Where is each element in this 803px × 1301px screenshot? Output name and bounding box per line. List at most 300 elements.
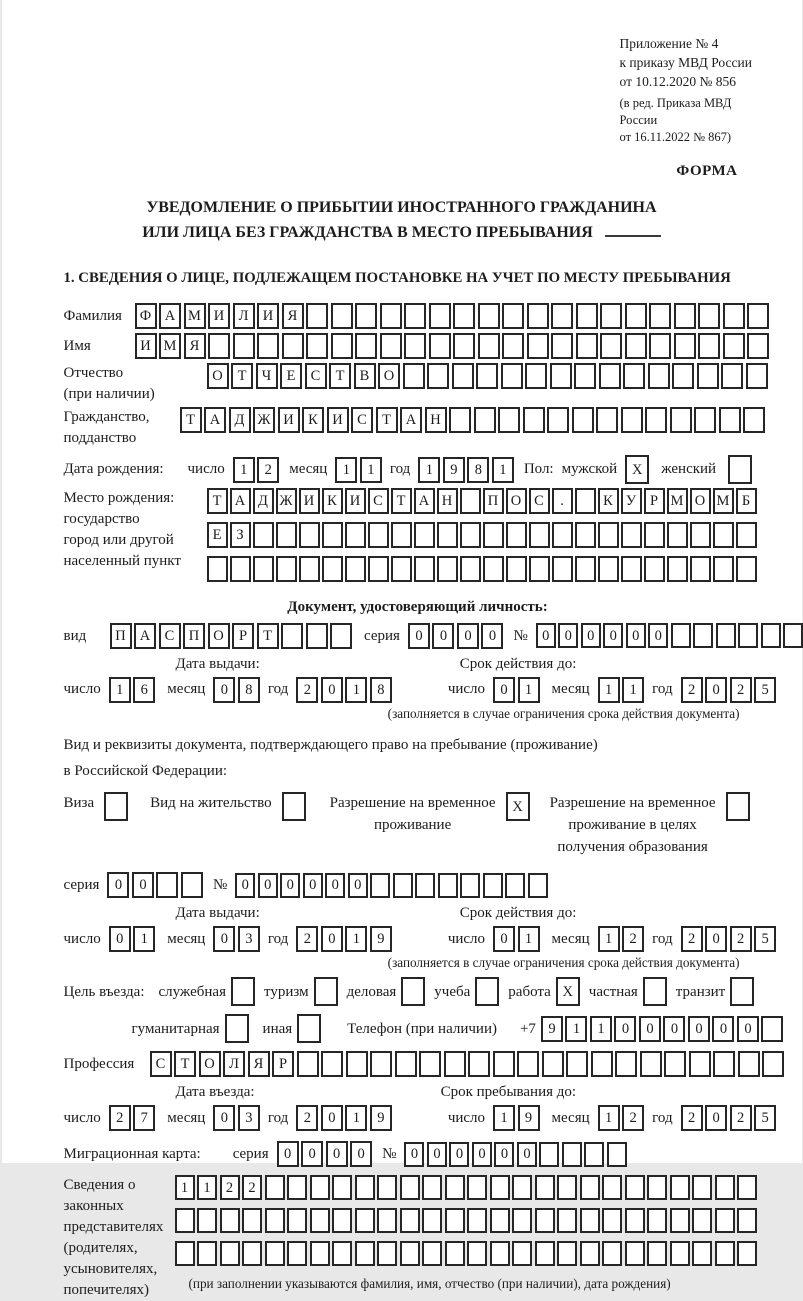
char-box-empty[interactable] xyxy=(670,1175,690,1200)
char-box-empty[interactable] xyxy=(649,333,671,359)
char-box-filled[interactable]: О xyxy=(199,1051,221,1077)
char-box-empty[interactable] xyxy=(736,556,757,582)
char-box-filled[interactable]: 1 xyxy=(565,1016,587,1042)
char-box-filled[interactable]: 9 xyxy=(518,1105,540,1131)
char-box-filled[interactable]: Ж xyxy=(253,407,275,433)
char-box-empty[interactable] xyxy=(429,303,451,329)
char-box-filled[interactable]: 2 xyxy=(296,1105,318,1131)
char-box-empty[interactable] xyxy=(692,1241,712,1266)
char-box-empty[interactable] xyxy=(621,556,642,582)
char-box-empty[interactable] xyxy=(330,623,352,649)
char-box-empty[interactable] xyxy=(314,977,338,1006)
char-box-filled[interactable]: О xyxy=(207,363,229,389)
char-box-empty[interactable] xyxy=(647,1208,667,1233)
char-box-empty[interactable] xyxy=(640,1051,662,1077)
char-box-empty[interactable] xyxy=(747,303,769,329)
char-box-filled[interactable]: 0 xyxy=(303,873,323,898)
char-box-filled[interactable]: 1 xyxy=(197,1175,217,1200)
char-box-empty[interactable] xyxy=(737,1241,757,1266)
char-box-empty[interactable] xyxy=(478,333,500,359)
char-box-empty[interactable] xyxy=(738,623,758,648)
char-box-empty[interactable] xyxy=(580,1175,600,1200)
char-box-filled[interactable]: 2 xyxy=(220,1175,240,1200)
char-box-filled[interactable]: Т xyxy=(391,488,412,514)
char-box-empty[interactable] xyxy=(574,363,596,389)
char-box-empty[interactable] xyxy=(474,407,496,433)
char-box-filled[interactable]: П xyxy=(183,623,205,649)
char-box-empty[interactable] xyxy=(156,872,178,898)
char-box-empty[interactable] xyxy=(493,1051,515,1077)
char-box-filled[interactable]: В xyxy=(354,363,376,389)
char-box-filled[interactable]: 5 xyxy=(754,1105,776,1131)
char-box-empty[interactable] xyxy=(525,363,547,389)
char-box-filled[interactable]: 8 xyxy=(467,457,489,483)
char-box-empty[interactable] xyxy=(391,522,412,548)
char-box-filled[interactable]: И xyxy=(327,407,349,433)
char-box-filled[interactable]: 0 xyxy=(712,1016,734,1042)
char-box-empty[interactable] xyxy=(355,333,377,359)
char-box-empty[interactable] xyxy=(644,556,665,582)
char-box-filled[interactable]: 9 xyxy=(370,926,392,952)
char-box-empty[interactable] xyxy=(644,522,665,548)
char-box-empty[interactable] xyxy=(670,1241,690,1266)
char-box-empty[interactable] xyxy=(670,407,692,433)
char-box-filled[interactable]: 0 xyxy=(321,926,343,952)
char-box-filled[interactable]: X xyxy=(506,792,530,821)
char-box-filled[interactable]: 0 xyxy=(404,1142,424,1167)
char-box-filled[interactable]: 2 xyxy=(622,1105,644,1131)
char-box-filled[interactable]: 2 xyxy=(296,677,318,703)
char-box-empty[interactable] xyxy=(693,623,713,648)
char-box-empty[interactable] xyxy=(572,407,594,433)
char-box-filled[interactable]: 1 xyxy=(335,457,357,483)
char-box-empty[interactable] xyxy=(467,1208,487,1233)
char-box-empty[interactable] xyxy=(550,363,572,389)
char-box-empty[interactable] xyxy=(602,1241,622,1266)
char-box-empty[interactable] xyxy=(575,488,596,514)
char-box-empty[interactable] xyxy=(723,333,745,359)
char-box-empty[interactable] xyxy=(355,1241,375,1266)
char-box-filled[interactable]: 0 xyxy=(109,926,131,952)
char-box-empty[interactable] xyxy=(419,1051,441,1077)
char-box-empty[interactable] xyxy=(265,1208,285,1233)
sex-female-checkbox[interactable] xyxy=(728,455,752,484)
char-box-filled[interactable]: У xyxy=(621,488,642,514)
char-box-filled[interactable]: М xyxy=(713,488,734,514)
char-box-empty[interactable] xyxy=(562,1142,582,1167)
char-box-filled[interactable]: И xyxy=(278,407,300,433)
char-box-filled[interactable]: 0 xyxy=(614,1016,636,1042)
char-box-empty[interactable] xyxy=(690,522,711,548)
char-box-empty[interactable] xyxy=(671,623,691,648)
char-box-filled[interactable]: 1 xyxy=(360,457,382,483)
char-box-filled[interactable]: А xyxy=(159,303,181,329)
char-box-empty[interactable] xyxy=(535,1175,555,1200)
char-box-filled[interactable]: 1 xyxy=(345,926,367,952)
char-box-filled[interactable]: Т xyxy=(207,488,228,514)
char-box-filled[interactable]: Т xyxy=(180,407,202,433)
char-box-empty[interactable] xyxy=(253,556,274,582)
char-box-empty[interactable] xyxy=(437,522,458,548)
char-box-empty[interactable] xyxy=(380,333,402,359)
char-box-empty[interactable] xyxy=(737,1208,757,1233)
option-residence-permit-checkbox[interactable] xyxy=(282,792,306,821)
char-box-empty[interactable] xyxy=(265,1241,285,1266)
char-box-empty[interactable] xyxy=(529,556,550,582)
purpose-official-checkbox[interactable] xyxy=(231,977,255,1006)
char-box-filled[interactable]: 1 xyxy=(133,926,155,952)
char-box-empty[interactable] xyxy=(670,1208,690,1233)
char-box-empty[interactable] xyxy=(476,363,498,389)
char-box-empty[interactable] xyxy=(535,1241,555,1266)
char-box-empty[interactable] xyxy=(721,363,743,389)
char-box-filled[interactable]: 2 xyxy=(109,1105,131,1131)
char-box-filled[interactable]: 1 xyxy=(518,677,540,703)
char-box-filled[interactable]: 0 xyxy=(536,623,556,648)
char-box-filled[interactable]: О xyxy=(378,363,400,389)
char-box-empty[interactable] xyxy=(625,1175,645,1200)
char-box-filled[interactable]: 0 xyxy=(457,623,479,649)
char-box-filled[interactable]: И xyxy=(299,488,320,514)
char-box-empty[interactable] xyxy=(692,1175,712,1200)
char-box-empty[interactable] xyxy=(452,363,474,389)
char-box-empty[interactable] xyxy=(483,556,504,582)
char-box-empty[interactable] xyxy=(648,363,670,389)
char-box-filled[interactable]: 0 xyxy=(432,623,454,649)
char-box-filled[interactable]: 0 xyxy=(639,1016,661,1042)
char-box-filled[interactable]: М xyxy=(159,333,181,359)
char-box-filled[interactable]: 1 xyxy=(590,1016,612,1042)
char-box-filled[interactable]: 0 xyxy=(493,677,515,703)
char-box-empty[interactable] xyxy=(287,1208,307,1233)
purpose-tourism-checkbox[interactable] xyxy=(314,977,338,1006)
char-box-empty[interactable] xyxy=(649,303,671,329)
char-box-empty[interactable] xyxy=(643,977,667,1006)
char-box-filled[interactable]: 1 xyxy=(622,677,644,703)
char-box-filled[interactable]: Д xyxy=(229,407,251,433)
char-box-filled[interactable]: Л xyxy=(223,1051,245,1077)
char-box-filled[interactable]: 8 xyxy=(370,677,392,703)
char-box-empty[interactable] xyxy=(104,792,128,821)
char-box-filled[interactable]: Л xyxy=(233,303,255,329)
char-box-empty[interactable] xyxy=(580,1241,600,1266)
char-box-filled[interactable]: 1 xyxy=(518,926,540,952)
char-box-empty[interactable] xyxy=(512,1208,532,1233)
char-box-empty[interactable] xyxy=(310,1175,330,1200)
char-box-filled[interactable]: 0 xyxy=(325,873,345,898)
char-box-empty[interactable] xyxy=(674,333,696,359)
char-box-empty[interactable] xyxy=(370,1051,392,1077)
char-box-filled[interactable]: 0 xyxy=(581,623,601,648)
char-box-filled[interactable]: И xyxy=(345,488,366,514)
char-box-filled[interactable]: С xyxy=(305,363,327,389)
char-box-empty[interactable] xyxy=(400,1241,420,1266)
char-box-empty[interactable] xyxy=(498,407,520,433)
char-box-empty[interactable] xyxy=(282,792,306,821)
char-box-filled[interactable]: Ф xyxy=(135,303,157,329)
char-box-empty[interactable] xyxy=(726,792,750,821)
char-box-empty[interactable] xyxy=(401,977,425,1006)
char-box-filled[interactable]: 1 xyxy=(598,1105,620,1131)
char-box-filled[interactable]: А xyxy=(134,623,156,649)
char-box-filled[interactable]: К xyxy=(322,488,343,514)
char-box-filled[interactable]: С xyxy=(529,488,550,514)
char-box-filled[interactable]: Е xyxy=(207,522,228,548)
char-box-filled[interactable]: Б xyxy=(736,488,757,514)
char-box-filled[interactable]: С xyxy=(159,623,181,649)
char-box-empty[interactable] xyxy=(523,407,545,433)
char-box-empty[interactable] xyxy=(393,873,413,898)
char-box-filled[interactable]: 0 xyxy=(494,1142,514,1167)
option-temp-residence-checkbox[interactable] xyxy=(506,792,530,821)
char-box-empty[interactable] xyxy=(551,303,573,329)
char-box-filled[interactable]: 0 xyxy=(626,623,646,648)
char-box-empty[interactable] xyxy=(287,1241,307,1266)
char-box-empty[interactable] xyxy=(512,1241,532,1266)
char-box-empty[interactable] xyxy=(715,1208,735,1233)
char-box-filled[interactable]: 9 xyxy=(443,457,465,483)
char-box-empty[interactable] xyxy=(207,556,228,582)
char-box-filled[interactable]: 1 xyxy=(598,677,620,703)
char-box-empty[interactable] xyxy=(310,1241,330,1266)
char-box-empty[interactable] xyxy=(331,303,353,329)
char-box-empty[interactable] xyxy=(512,1175,532,1200)
char-box-filled[interactable]: И xyxy=(257,303,279,329)
char-box-empty[interactable] xyxy=(483,873,503,898)
char-box-filled[interactable]: 0 xyxy=(705,677,727,703)
char-box-filled[interactable]: 1 xyxy=(493,1105,515,1131)
char-box-empty[interactable] xyxy=(625,333,647,359)
char-box-filled[interactable]: Н xyxy=(425,407,447,433)
char-box-filled[interactable]: 0 xyxy=(350,1141,372,1167)
char-box-empty[interactable] xyxy=(591,1051,613,1077)
char-box-filled[interactable]: 0 xyxy=(213,926,235,952)
char-box-empty[interactable] xyxy=(332,1241,352,1266)
char-box-empty[interactable] xyxy=(404,303,426,329)
char-box-empty[interactable] xyxy=(230,556,251,582)
char-box-filled[interactable]: А xyxy=(204,407,226,433)
char-box-filled[interactable]: А xyxy=(230,488,251,514)
char-box-empty[interactable] xyxy=(449,407,471,433)
char-box-empty[interactable] xyxy=(287,1175,307,1200)
char-box-empty[interactable] xyxy=(400,1208,420,1233)
char-box-empty[interactable] xyxy=(664,1051,686,1077)
char-box-empty[interactable] xyxy=(575,556,596,582)
char-box-filled[interactable]: 9 xyxy=(370,1105,392,1131)
purpose-work-checkbox[interactable] xyxy=(556,977,580,1006)
char-box-empty[interactable] xyxy=(746,363,768,389)
char-box-empty[interactable] xyxy=(297,1051,319,1077)
char-box-empty[interactable] xyxy=(355,1175,375,1200)
char-box-filled[interactable]: Т xyxy=(257,623,279,649)
char-box-filled[interactable]: 0 xyxy=(132,872,154,898)
char-box-filled[interactable]: 0 xyxy=(603,623,623,648)
char-box-filled[interactable]: 9 xyxy=(541,1016,563,1042)
char-box-filled[interactable]: 8 xyxy=(238,677,260,703)
char-box-filled[interactable]: X xyxy=(556,977,580,1006)
char-box-empty[interactable] xyxy=(414,556,435,582)
char-box-empty[interactable] xyxy=(502,333,524,359)
char-box-empty[interactable] xyxy=(231,977,255,1006)
char-box-empty[interactable] xyxy=(575,522,596,548)
char-box-empty[interactable] xyxy=(728,455,752,484)
char-box-empty[interactable] xyxy=(667,522,688,548)
char-box-empty[interactable] xyxy=(694,407,716,433)
char-box-filled[interactable]: 1 xyxy=(418,457,440,483)
char-box-empty[interactable] xyxy=(331,333,353,359)
char-box-empty[interactable] xyxy=(599,363,621,389)
char-box-empty[interactable] xyxy=(355,303,377,329)
char-box-filled[interactable]: К xyxy=(598,488,619,514)
char-box-filled[interactable]: 0 xyxy=(408,623,430,649)
char-box-empty[interactable] xyxy=(737,1175,757,1200)
char-box-empty[interactable] xyxy=(621,522,642,548)
char-box-empty[interactable] xyxy=(346,1051,368,1077)
char-box-empty[interactable] xyxy=(584,1142,604,1167)
char-box-filled[interactable]: 2 xyxy=(296,926,318,952)
char-box-filled[interactable]: И xyxy=(208,303,230,329)
char-box-filled[interactable]: 1 xyxy=(233,457,255,483)
char-box-empty[interactable] xyxy=(713,522,734,548)
char-box-empty[interactable] xyxy=(332,1208,352,1233)
char-box-empty[interactable] xyxy=(552,522,573,548)
char-box-empty[interactable] xyxy=(429,333,451,359)
char-box-filled[interactable]: 0 xyxy=(481,623,503,649)
char-box-filled[interactable]: 0 xyxy=(321,677,343,703)
char-box-empty[interactable] xyxy=(715,1175,735,1200)
char-box-filled[interactable]: 5 xyxy=(754,926,776,952)
char-box-empty[interactable] xyxy=(322,556,343,582)
char-box-empty[interactable] xyxy=(598,522,619,548)
char-box-empty[interactable] xyxy=(490,1241,510,1266)
char-box-empty[interactable] xyxy=(322,522,343,548)
char-box-empty[interactable] xyxy=(460,873,480,898)
char-box-empty[interactable] xyxy=(698,303,720,329)
char-box-filled[interactable]: 0 xyxy=(472,1142,492,1167)
char-box-empty[interactable] xyxy=(175,1208,195,1233)
char-box-empty[interactable] xyxy=(517,1051,539,1077)
char-box-filled[interactable]: 0 xyxy=(107,872,129,898)
char-box-filled[interactable]: Т xyxy=(174,1051,196,1077)
char-box-filled[interactable]: 0 xyxy=(737,1016,759,1042)
char-box-empty[interactable] xyxy=(535,1208,555,1233)
char-box-filled[interactable]: П xyxy=(483,488,504,514)
char-box-empty[interactable] xyxy=(761,623,781,648)
char-box-empty[interactable] xyxy=(297,1014,321,1043)
char-box-filled[interactable]: 1 xyxy=(345,1105,367,1131)
char-box-empty[interactable] xyxy=(645,407,667,433)
char-box-filled[interactable]: 0 xyxy=(648,623,668,648)
char-box-empty[interactable] xyxy=(719,407,741,433)
char-box-empty[interactable] xyxy=(299,556,320,582)
char-box-filled[interactable]: 5 xyxy=(754,677,776,703)
char-box-empty[interactable] xyxy=(368,522,389,548)
char-box-empty[interactable] xyxy=(557,1175,577,1200)
purpose-transit-checkbox[interactable] xyxy=(730,977,754,1006)
char-box-empty[interactable] xyxy=(723,303,745,329)
char-box-empty[interactable] xyxy=(414,522,435,548)
char-box-filled[interactable]: 0 xyxy=(280,873,300,898)
char-box-empty[interactable] xyxy=(625,1208,645,1233)
char-box-filled[interactable]: С xyxy=(150,1051,172,1077)
char-box-filled[interactable]: X xyxy=(625,455,649,484)
char-box-filled[interactable]: 1 xyxy=(345,677,367,703)
char-box-empty[interactable] xyxy=(625,1241,645,1266)
char-box-empty[interactable] xyxy=(181,872,203,898)
char-box-filled[interactable]: 0 xyxy=(427,1142,447,1167)
char-box-filled[interactable]: Я xyxy=(184,333,206,359)
char-box-empty[interactable] xyxy=(242,1208,262,1233)
char-box-filled[interactable]: 0 xyxy=(235,873,255,898)
char-box-empty[interactable] xyxy=(596,407,618,433)
char-box-empty[interactable] xyxy=(306,333,328,359)
char-box-empty[interactable] xyxy=(355,1208,375,1233)
char-box-empty[interactable] xyxy=(551,333,573,359)
char-box-empty[interactable] xyxy=(299,522,320,548)
char-box-empty[interactable] xyxy=(576,333,598,359)
char-box-empty[interactable] xyxy=(600,303,622,329)
char-box-empty[interactable] xyxy=(713,1051,735,1077)
char-box-empty[interactable] xyxy=(467,1241,487,1266)
char-box-empty[interactable] xyxy=(377,1208,397,1233)
purpose-other-checkbox[interactable] xyxy=(297,1014,321,1043)
char-box-empty[interactable] xyxy=(529,522,550,548)
char-box-empty[interactable] xyxy=(427,363,449,389)
char-box-filled[interactable]: О xyxy=(208,623,230,649)
char-box-filled[interactable]: 2 xyxy=(730,1105,752,1131)
char-box-filled[interactable]: Ж xyxy=(276,488,297,514)
char-box-empty[interactable] xyxy=(667,556,688,582)
char-box-filled[interactable]: 0 xyxy=(326,1141,348,1167)
char-box-empty[interactable] xyxy=(208,333,230,359)
char-box-filled[interactable]: 0 xyxy=(348,873,368,898)
char-box-empty[interactable] xyxy=(506,522,527,548)
char-box-empty[interactable] xyxy=(483,522,504,548)
char-box-filled[interactable]: М xyxy=(184,303,206,329)
char-box-filled[interactable]: 2 xyxy=(257,457,279,483)
char-box-filled[interactable]: 3 xyxy=(238,1105,260,1131)
char-box-filled[interactable]: 0 xyxy=(301,1141,323,1167)
char-box-empty[interactable] xyxy=(621,407,643,433)
char-box-empty[interactable] xyxy=(607,1142,627,1167)
purpose-business-checkbox[interactable] xyxy=(401,977,425,1006)
char-box-filled[interactable]: Е xyxy=(280,363,302,389)
char-box-empty[interactable] xyxy=(615,1051,637,1077)
char-box-filled[interactable]: Т xyxy=(376,407,398,433)
char-box-empty[interactable] xyxy=(557,1241,577,1266)
char-box-empty[interactable] xyxy=(490,1175,510,1200)
char-box-empty[interactable] xyxy=(674,303,696,329)
char-box-empty[interactable] xyxy=(400,1175,420,1200)
char-box-filled[interactable]: 0 xyxy=(705,1105,727,1131)
char-box-filled[interactable]: 0 xyxy=(321,1105,343,1131)
char-box-filled[interactable]: 6 xyxy=(133,677,155,703)
char-box-empty[interactable] xyxy=(566,1051,588,1077)
char-box-empty[interactable] xyxy=(698,333,720,359)
char-box-empty[interactable] xyxy=(306,623,328,649)
char-box-empty[interactable] xyxy=(647,1175,667,1200)
char-box-empty[interactable] xyxy=(527,333,549,359)
char-box-empty[interactable] xyxy=(602,1175,622,1200)
char-box-empty[interactable] xyxy=(478,303,500,329)
char-box-empty[interactable] xyxy=(692,1208,712,1233)
char-box-empty[interactable] xyxy=(276,556,297,582)
char-box-filled[interactable]: 0 xyxy=(558,623,578,648)
char-box-empty[interactable] xyxy=(403,363,425,389)
option-visa-checkbox[interactable] xyxy=(104,792,128,821)
char-box-empty[interactable] xyxy=(220,1241,240,1266)
char-box-empty[interactable] xyxy=(242,1241,262,1266)
